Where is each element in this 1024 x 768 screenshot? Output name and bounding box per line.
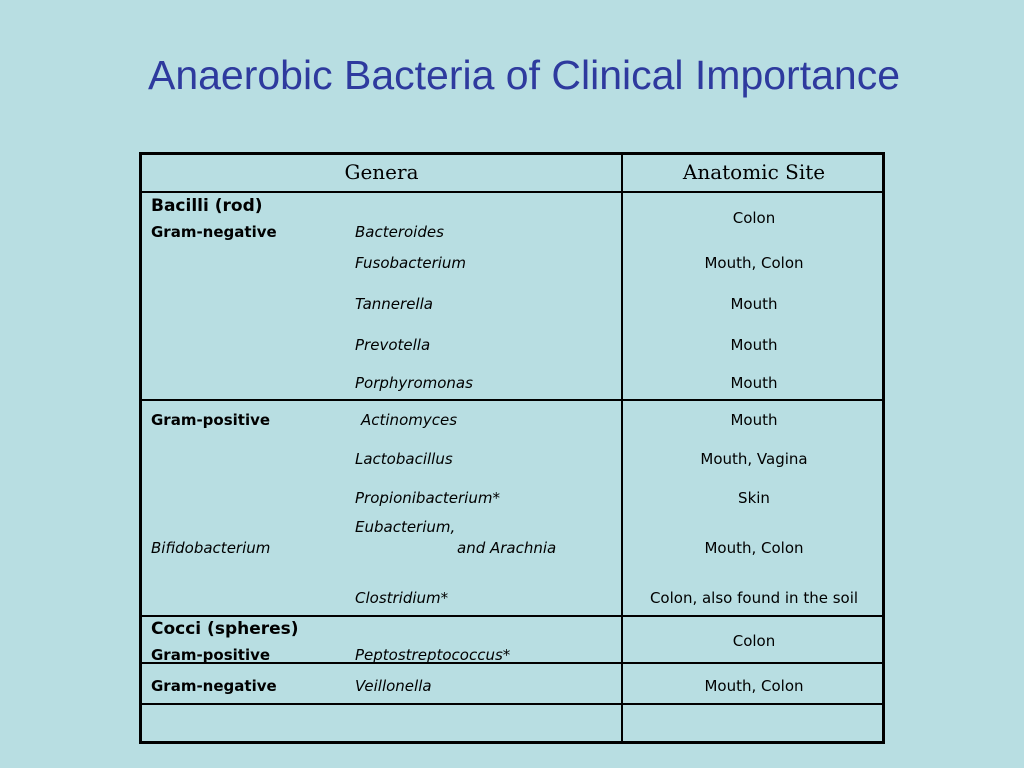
subsection-label-cocci-gram-negative: Gram-negative (151, 677, 277, 695)
slide-title: Anaerobic Bacteria of Clinical Importance (147, 52, 901, 98)
subsection-label-gram-negative: Gram-negative (151, 223, 277, 241)
genus-prevotella: Prevotella (355, 336, 431, 354)
header-divider (142, 191, 882, 193)
row-divider-cocci (142, 615, 882, 617)
site-clostridium: Colon, also found in the soil (649, 589, 859, 607)
subsection-label-cocci-gram-positive: Gram-positive (151, 646, 271, 664)
row-divider-empty (142, 703, 882, 705)
site-peptostreptococcus: Colon (732, 632, 776, 650)
site-propionibacterium: Skin (738, 489, 770, 507)
genus-tannerella: Tannerella (355, 295, 433, 313)
genus-propionibacterium: Propionibacterium* (355, 489, 500, 507)
site-actinomyces: Mouth (730, 411, 778, 429)
subsection-label-gram-positive: Gram-positive (151, 411, 271, 429)
site-veillonella: Mouth, Colon (704, 677, 804, 695)
genus-lactobacillus: Lactobacillus (355, 450, 453, 468)
genus-porphyromonas: Porphyromonas (355, 374, 473, 392)
site-fusobacterium: Mouth, Colon (704, 254, 804, 272)
site-prevotella: Mouth (730, 336, 778, 354)
genus-clostridium: Clostridium* (355, 589, 449, 607)
site-bacteroides: Colon (732, 209, 776, 227)
bacteria-table (139, 152, 885, 744)
row-divider-bacilli-gram-positive (142, 399, 882, 401)
genus-bacteroides: Bacteroides (355, 223, 444, 241)
site-lactobacillus: Mouth, Vagina (700, 450, 808, 468)
site-tannerella: Mouth (730, 295, 778, 313)
section-label-bacilli: Bacilli (rod) (151, 196, 263, 216)
site-porphyromonas: Mouth (730, 374, 778, 392)
genus-peptostreptococcus: Peptostreptococcus* (355, 646, 511, 664)
column-divider (621, 155, 623, 741)
section-label-cocci: Cocci (spheres) (151, 619, 299, 639)
site-eubacterium-group: Mouth, Colon (704, 539, 804, 557)
column-header-genera: Genera (344, 160, 419, 184)
genus-arachnia: and Arachnia (457, 539, 557, 557)
genus-bifidobacterium: Bifidobacterium (151, 539, 271, 557)
genus-fusobacterium: Fusobacterium (355, 254, 467, 272)
genus-actinomyces: Actinomyces (361, 411, 458, 429)
column-header-anatomic-site: Anatomic Site (682, 160, 826, 184)
genus-veillonella: Veillonella (355, 677, 432, 695)
genus-eubacterium: Eubacterium, (355, 518, 456, 536)
